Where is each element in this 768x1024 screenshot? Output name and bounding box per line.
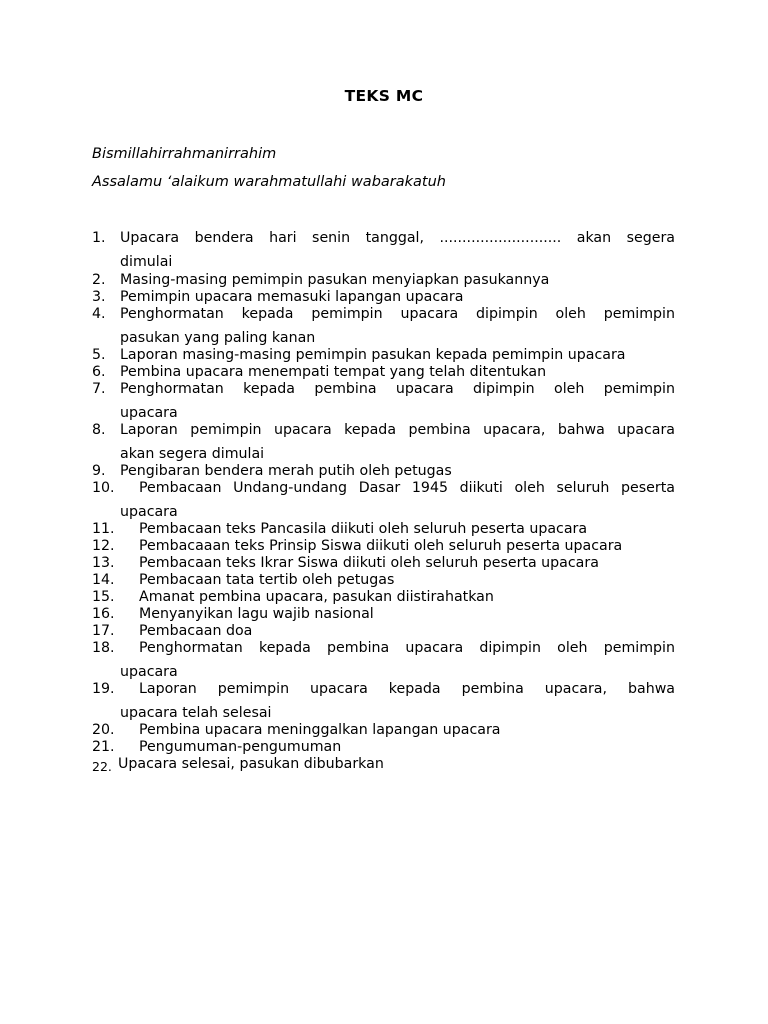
- list-item-number: 8.: [92, 422, 106, 438]
- list-item: [92, 739, 675, 756]
- list-item-continuation: upacara: [120, 664, 178, 680]
- list-item-text: Laporan pemimpin upacara kepada pembina upacara, bahwa upacara: [120, 422, 675, 438]
- list-item-number: 11.: [92, 521, 115, 537]
- list-item-text: Pembina upacara meninggalkan lapangan upacara: [139, 722, 501, 738]
- list-item-continuation: akan segera dimulai: [120, 446, 265, 462]
- greeting-salam: Assalamu ‘alaikum warahmatullahi wabarakatuh: [92, 174, 446, 190]
- list-item-text: Penghormatan kepada pembina upacara dipimpin oleh pemimpin: [139, 640, 675, 656]
- list-item: [92, 606, 675, 623]
- list-item: [92, 364, 675, 381]
- list-item: [92, 681, 675, 722]
- list-item: [92, 289, 675, 306]
- list-item-text: Pemimpin upacara memasuki lapangan upacara: [120, 289, 464, 305]
- list-item-text: Pembacaaan teks Prinsip Siswa diikuti oleh seluruh peserta upacara: [139, 538, 623, 554]
- ceremony-order-list: [92, 230, 675, 773]
- list-item-number: 9.: [92, 463, 106, 479]
- list-item: [92, 589, 675, 606]
- list-item-number: 12.: [92, 538, 115, 554]
- list-item-text: Pembacaan tata tertib oleh petugas: [139, 572, 395, 588]
- list-item: [92, 480, 675, 521]
- list-item: [92, 538, 675, 555]
- list-item-number: 18.: [92, 640, 115, 656]
- list-item-text: Masing-masing pemimpin pasukan menyiapkan pasukannya: [120, 272, 550, 288]
- greeting-bismillah: Bismillahirrahmanirrahim: [92, 146, 277, 162]
- list-item-continuation: upacara: [120, 405, 178, 421]
- list-item-continuation: dimulai: [120, 254, 173, 270]
- list-item-text: Laporan pemimpin upacara kepada pembina upacara, bahwa: [139, 681, 675, 697]
- list-item-text: Pengibaran bendera merah putih oleh petugas: [120, 463, 452, 479]
- list-item: [92, 623, 675, 640]
- list-item: [92, 306, 675, 347]
- list-item-number: 7.: [92, 381, 106, 397]
- list-item: [92, 555, 675, 572]
- list-item: [92, 381, 675, 422]
- list-item-number: 2.: [92, 272, 106, 288]
- list-item-continuation: upacara telah selesai: [120, 705, 272, 721]
- list-item-number: 21.: [92, 739, 115, 755]
- document-title: TEKS MC: [344, 87, 424, 105]
- list-item: [92, 640, 675, 681]
- list-item: [92, 272, 675, 289]
- list-item-text: Amanat pembina upacara, pasukan diistirahatkan: [139, 589, 494, 605]
- list-item-continuation: pasukan yang paling kanan: [120, 330, 316, 346]
- list-item-number: 19.: [92, 681, 115, 697]
- list-item-text: Penghormatan kepada pembina upacara dipimpin oleh pemimpin: [120, 381, 675, 397]
- list-item-number: 10.: [92, 480, 115, 496]
- list-item-number: 14.: [92, 572, 115, 588]
- list-item-number: 5.: [92, 347, 106, 363]
- list-item-text: Pembacaan teks Ikrar Siswa diikuti oleh seluruh peserta upacara: [139, 555, 599, 571]
- list-item: [92, 572, 675, 589]
- list-item-text: Laporan masing-masing pemimpin pasukan kepada pemimpin upacara: [120, 347, 626, 363]
- list-item-text: Upacara bendera hari senin tanggal, ........................... akan segera: [120, 230, 675, 246]
- list-item-number: 22.: [92, 759, 112, 774]
- list-item: [92, 422, 675, 463]
- list-item-number: 6.: [92, 364, 106, 380]
- list-item-number: 15.: [92, 589, 115, 605]
- list-item-text: Pembacaan Undang-undang Dasar 1945 diikuti oleh seluruh peserta: [139, 480, 675, 496]
- list-item-number: 13.: [92, 555, 115, 571]
- list-item-number: 1.: [92, 230, 106, 246]
- list-item-text: Menyanyikan lagu wajib nasional: [139, 606, 374, 622]
- list-item: [92, 230, 675, 271]
- list-item-text: Pengumuman-pengumuman: [139, 739, 342, 755]
- list-item: [92, 722, 675, 739]
- list-item-number: 3.: [92, 289, 106, 305]
- list-item: [92, 463, 675, 480]
- list-item-text: Upacara selesai, pasukan dibubarkan: [118, 756, 384, 772]
- list-item-number: 16.: [92, 606, 115, 622]
- list-item: [92, 521, 675, 538]
- list-item-number: 17.: [92, 623, 115, 639]
- list-item-number: 20.: [92, 722, 115, 738]
- list-item: [92, 756, 675, 773]
- list-item-continuation: upacara: [120, 504, 178, 520]
- list-item-text: Penghormatan kepada pemimpin upacara dipimpin oleh pemimpin: [120, 306, 675, 322]
- list-item-text: Pembina upacara menempati tempat yang telah ditentukan: [120, 364, 547, 380]
- list-item-number: 4.: [92, 306, 106, 322]
- list-item-text: Pembacaan doa: [139, 623, 253, 639]
- list-item: [92, 347, 675, 364]
- list-item-text: Pembacaan teks Pancasila diikuti oleh seluruh peserta upacara: [139, 521, 588, 537]
